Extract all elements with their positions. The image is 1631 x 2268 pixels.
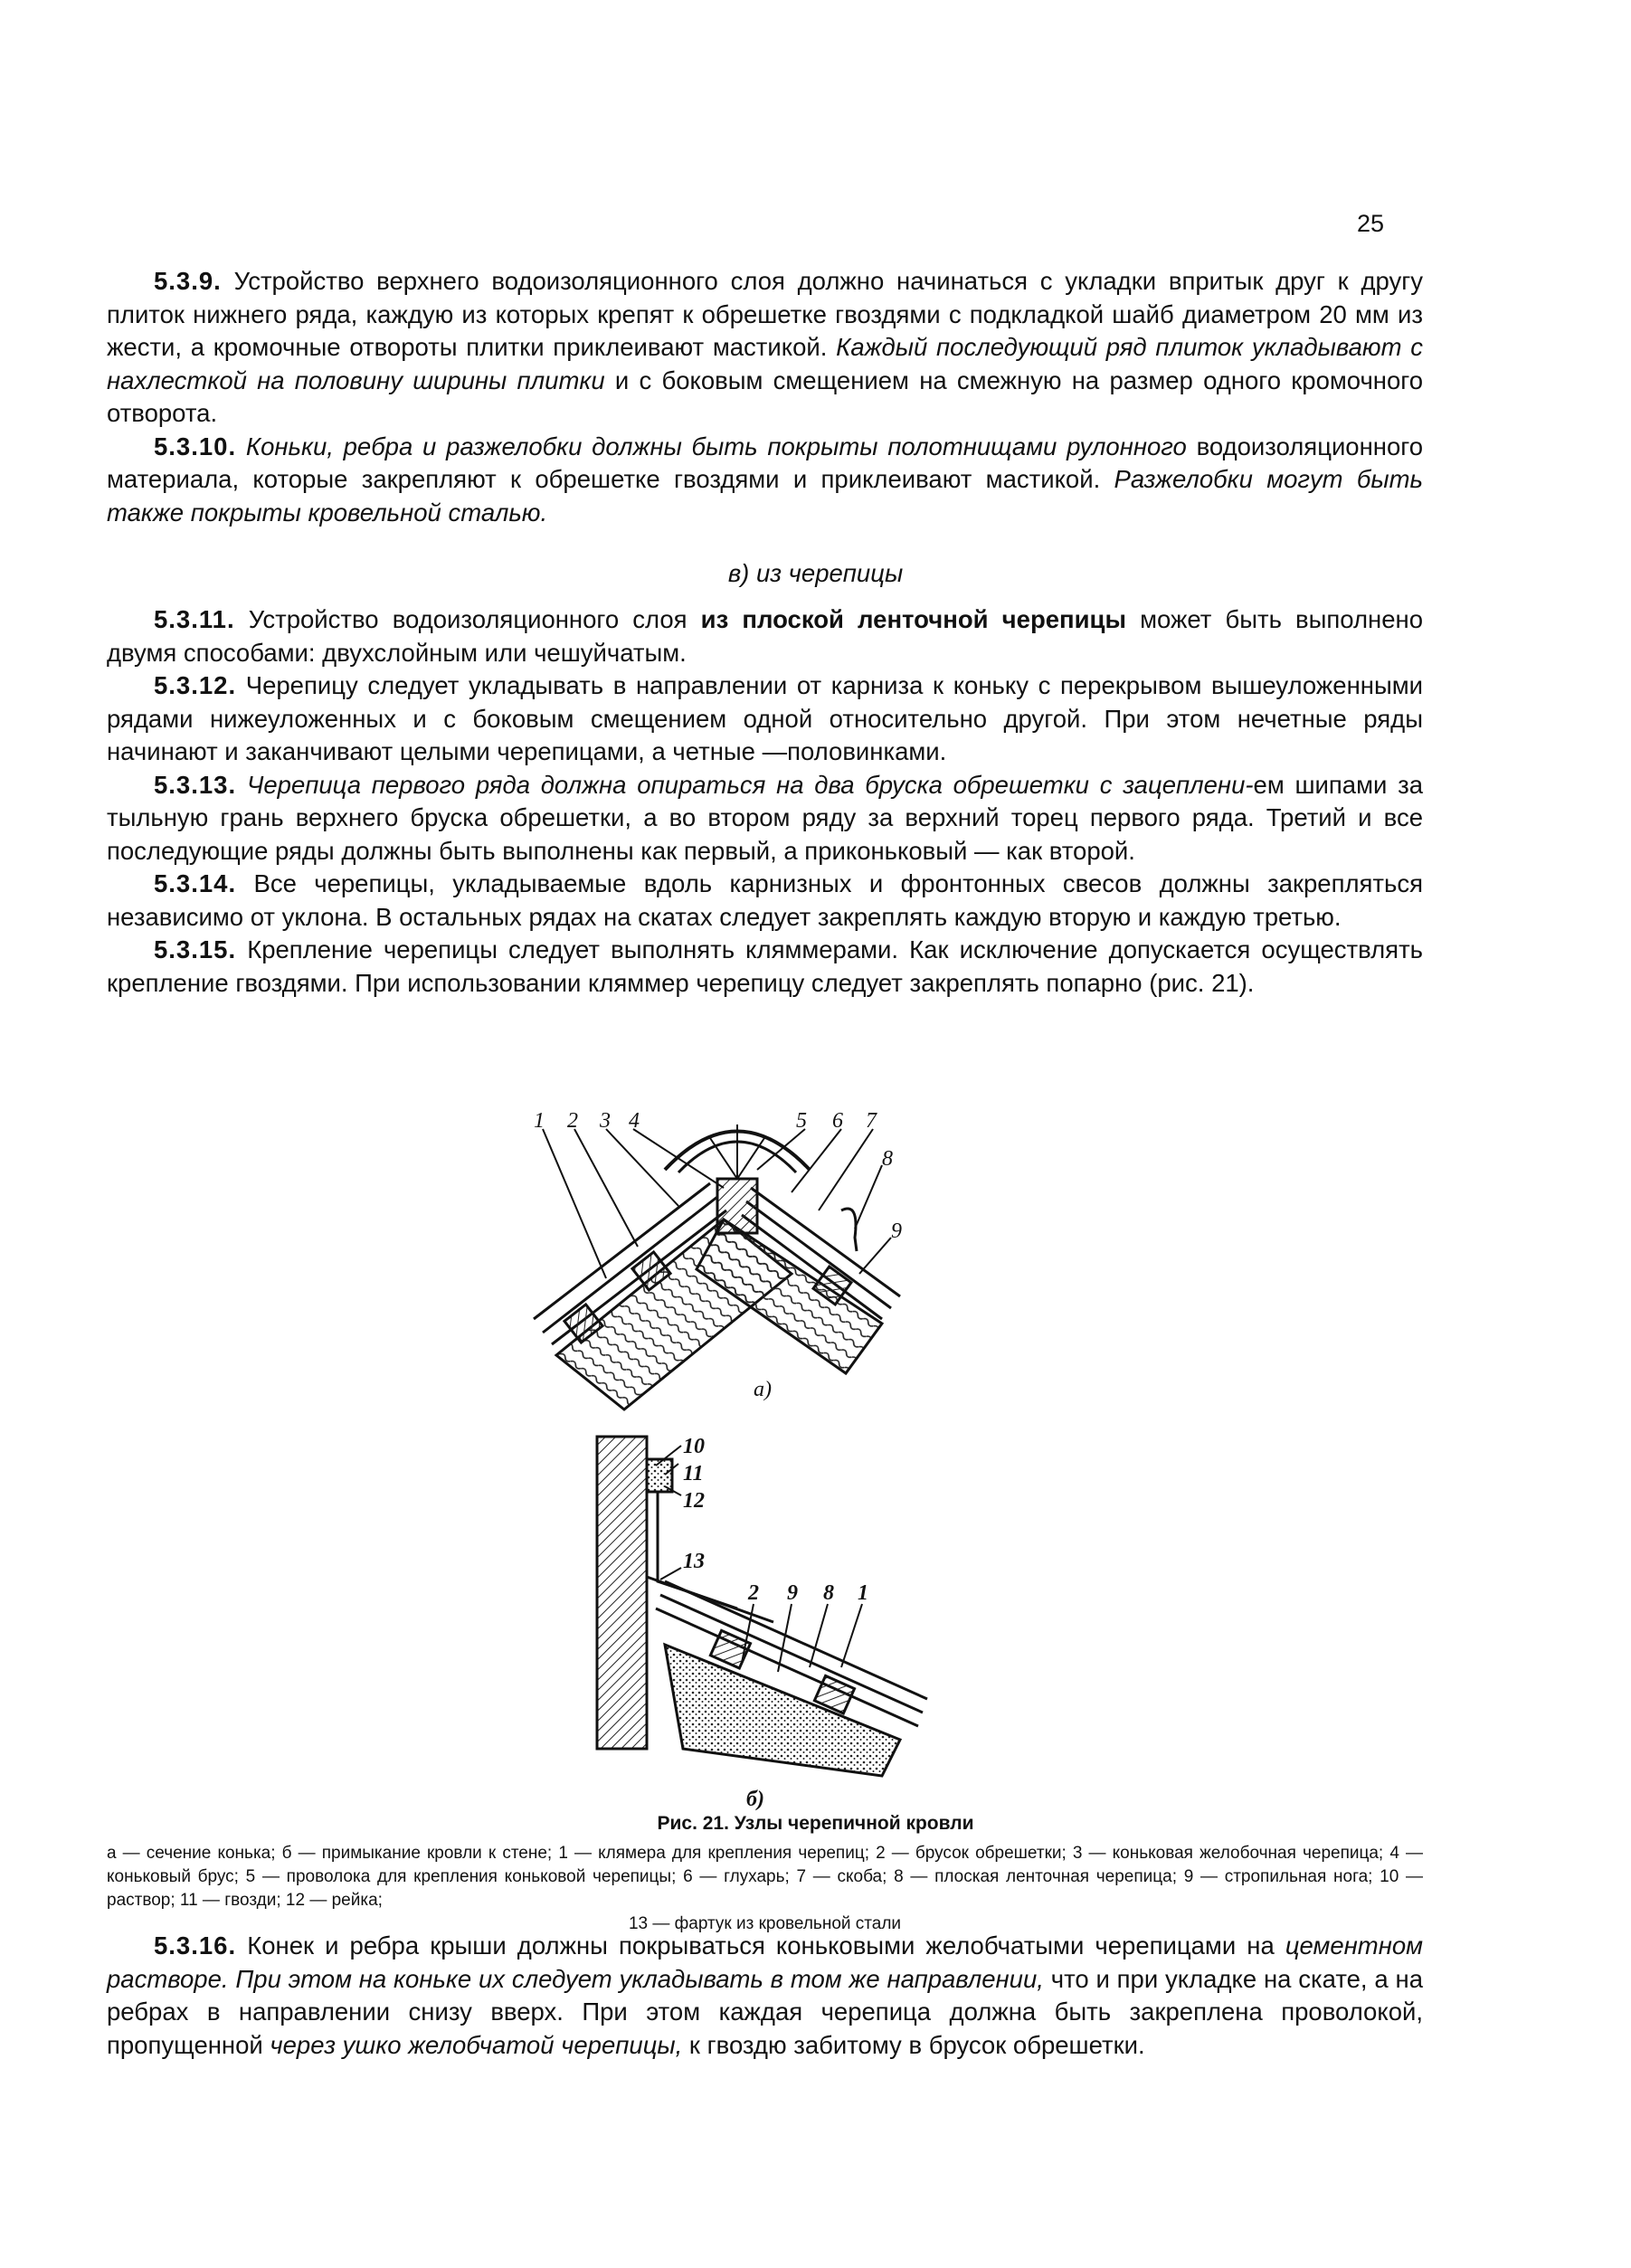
paragraph-number: 5.3.11.	[154, 605, 235, 633]
paragraph-number: 5.3.12.	[154, 671, 237, 699]
subheading: в) из черепицы	[727, 559, 904, 587]
label-sub-b: б)	[746, 1788, 764, 1811]
paragraph-text-tail: и с боковым смещением на смежную на размер одного кромочного отворота.	[107, 365, 1424, 427]
paragraph-number: 5.3.15.	[154, 935, 237, 963]
label-a-2: 2	[567, 1109, 578, 1133]
label-a-1: 1	[534, 1109, 545, 1133]
label-b-12: 12	[683, 1489, 705, 1513]
paragraph-text: Все черепицы, укладываемые вдоль карнизных и фронтонных свесов должны закрепляться независимо от уклона. В остальных рядах на скатах следует закреплять каждую вторую и каждую третью.	[107, 869, 1423, 931]
ridge-section-drawing	[534, 1125, 900, 1409]
paragraph-number: 5.3.16.	[154, 1931, 237, 1960]
paragraph-text: водоизоляционного материала, которые закрепляют к обрешетке гвоздями и приклеивают мастикой.	[107, 432, 1423, 493]
paragraph-text: ем шипами за тыльную грань верхнего бруска обрешетки, а во втором ряду за верхний торец первого ряда. Третий и все последующие ряды должны быть выполнены как первый, а приконьковый — как второй.	[107, 770, 1424, 865]
paragraph-italic-text: Коньки, ребра и разжелобки должны быть покрыты полотнищами рулонного	[245, 432, 1187, 460]
section-text-top	[107, 265, 1423, 529]
paragraph-italic-text-2: через ушко желобчатой черепицы,	[270, 2030, 683, 2059]
paragraph-number: 5.3.13.	[154, 770, 237, 799]
wall-junction-drawing	[597, 1437, 927, 1776]
paragraph-text-tail: к гвоздю забитому в брусок обрешетки.	[682, 2030, 1145, 2059]
roof-nodes-drawing	[520, 1102, 1009, 1812]
label-a-7: 7	[866, 1109, 877, 1133]
paragraph-italic-text: Каждый последующий ряд плиток укладывают с нахлесткой на половину ширины плитки	[107, 333, 1423, 394]
paragraph-text-2: что и при укладке на скате, а на ребрах в направлении снизу вверх. При этом каждая черепица должна быть закреплена проволокой, пропущенной	[107, 1964, 1423, 2059]
figure-caption-last-line: 13 — фартук из кровельной стали	[628, 1914, 902, 1933]
label-a-3: 3	[600, 1109, 611, 1133]
paragraph-text: Устройство верхнего водоизоляционного слоя должно начинаться с укладки впритык друг к другу плиток нижнего ряда, каждую из которых крепят к обрешетке гвоздями с подкладкой шайб диаметром 20 мм из жести, а кромочные отвороты плитки приклеивают мастикой.	[107, 267, 1424, 361]
figure-caption-text: а — сечение конька; б — примыкание кровли к стене; 1 — клямера для крепления черепиц; 2 — брусок обрешетки; 3 — коньковая желобочная черепица; 4 — коньковый брус; 5 — проволока для крепления коньковой черепицы; 6 — глухарь; 7 — скоба; 8 — плоская ленточная черепица; 9 — стропильная нога; 10 — раствор; 11 — гвозди; 12 — рейка;	[107, 1844, 1423, 1910]
figure-caption-body	[107, 1842, 1423, 1936]
paragraph-number: 5.3.9.	[154, 267, 222, 295]
paragraph-5-3-14	[107, 868, 1423, 934]
paragraph-text-tail: может быть выполнено двумя способами: двухслойным или чешуйчатым.	[107, 605, 1423, 667]
section-text-mid	[107, 603, 1423, 1000]
label-b-11: 11	[683, 1462, 704, 1485]
label-b-2: 2	[748, 1581, 759, 1605]
section-text-bottom	[107, 1930, 1423, 2062]
paragraph-5-3-13	[107, 769, 1423, 868]
paragraph-text: Черепицу следует укладывать в направлении от карниза к коньку с перекрывом вышеуложенными рядами нижеуложенных и с боковым смещением одной относительно другой. При этом нечетные ряды начинают и заканчивают целыми черепицами, а четные —половинками.	[107, 671, 1423, 765]
paragraph-bold-text: из плоской ленточной черепицы	[700, 605, 1126, 633]
label-a-6: 6	[832, 1109, 843, 1133]
label-b-10: 10	[683, 1435, 705, 1458]
figure-21	[520, 1102, 1009, 1812]
label-b-13: 13	[683, 1550, 705, 1573]
paragraph-text: Конек и ребра крыши должны покрываться коньковыми желобчатыми черепицами на	[247, 1931, 1285, 1960]
paragraph-italic-text: цементном растворе. При этом на коньке их следует укладывать в том же направлении,	[107, 1931, 1423, 1993]
label-a-4: 4	[629, 1109, 640, 1133]
paragraph-italic-text-2: Разжелобки могут быть также покрыты кровельной сталью.	[107, 465, 1423, 527]
label-b-1: 1	[858, 1581, 868, 1605]
figure-caption-title: Рис. 21. Узлы черепичной кровли	[657, 1813, 974, 1834]
paragraph-5-3-11	[107, 603, 1423, 669]
label-a-9: 9	[891, 1219, 902, 1243]
page-number: 25	[1357, 210, 1385, 237]
label-b-8: 8	[823, 1581, 834, 1605]
paragraph-number: 5.3.14.	[154, 869, 237, 897]
paragraph-text: Устройство водоизоляционного слоя	[248, 605, 701, 633]
paragraph-5-3-10	[107, 431, 1423, 530]
paragraph-5-3-12	[107, 669, 1423, 769]
paragraph-5-3-9	[107, 265, 1423, 431]
paragraph-number: 5.3.10.	[154, 432, 237, 460]
label-a-5: 5	[796, 1109, 807, 1133]
paragraph-5-3-15	[107, 934, 1423, 1000]
paragraph-italic-text: Черепица первого ряда должна опираться на два бруска обрешетки с зацеплени-	[246, 770, 1254, 799]
paragraph-5-3-16	[107, 1930, 1423, 2062]
paragraph-text: Крепление черепицы следует выполнять кляммерами. Как исключение допускается осуществлять крепление гвоздями. При использовании кляммер черепицу следует закреплять попарно (рис. 21).	[107, 935, 1423, 997]
label-a-8: 8	[882, 1147, 893, 1171]
label-sub-a: а)	[754, 1378, 772, 1401]
label-b-9: 9	[787, 1581, 798, 1605]
